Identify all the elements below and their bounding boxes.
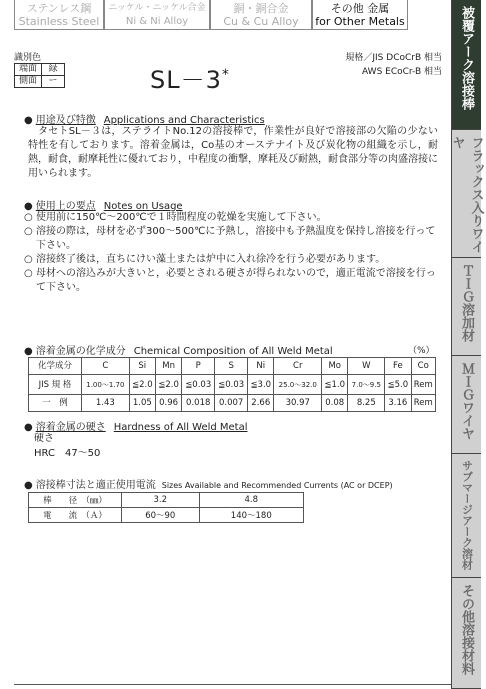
column-header: S — [215, 358, 248, 375]
sidebar-item-other-materials[interactable] — [451, 578, 481, 689]
section-title-jp: 溶接棒寸法と適正使用電流 — [35, 480, 156, 491]
sidebar-item-flux-cored-wire[interactable] — [449, 130, 484, 258]
section-title-en: Sizes Available and Recommended Currents (AC or DCEP) — [161, 481, 393, 490]
column-header: P — [182, 358, 215, 375]
table-cell: ≦2.0 — [129, 375, 155, 395]
ident-color-table — [14, 63, 65, 88]
table-cell: 1.43 — [82, 395, 130, 412]
standard-aws: AWS ECoCr-B 相当 — [362, 67, 442, 77]
row-header: 一 例 — [29, 395, 82, 412]
chemical-table — [28, 357, 436, 412]
table-cell: 3.2 — [122, 493, 200, 508]
note-text: 使用前に150℃～200℃で１時間程度の乾燥を実施して下さい。 — [36, 212, 327, 223]
section-title-en: Applications and Characteristics — [103, 115, 265, 126]
tab-other-metals[interactable] — [312, 0, 408, 30]
table-cell: 7.0～9.5 — [348, 375, 385, 395]
tab-ni-alloy[interactable] — [104, 0, 210, 30]
notes-title — [24, 197, 183, 212]
chemical-title — [24, 342, 333, 357]
table-cell: ≦0.03 — [215, 375, 248, 395]
list-item — [24, 225, 440, 253]
table-cell: 140～180 — [199, 508, 303, 523]
applications-text: タセトSL－３は，ステライトNo.12の溶接棒で，作業性が良好で溶接部の欠陥の少ない特性を有しております。溶着金属は，Co基のオーステナイト及び炭化物の組織を示し，耐熱，耐食，耐摩耗性に優れており，中程度の衝撃，摩耗及び耐熱，耐食部分等の肉盛溶接に用いられます。 — [28, 126, 438, 179]
ident-value: ー — [42, 76, 65, 88]
table-cell: Rem — [411, 375, 436, 395]
circle-marker: ○ — [24, 268, 33, 279]
sidebar-item-covered-electrode[interactable] — [451, 0, 481, 130]
table-cell: 0.018 — [182, 395, 215, 412]
unit-label: （%） — [408, 346, 435, 356]
circle-marker: ○ — [24, 212, 33, 223]
note-text: 母材への溶込みが大きいと，必要とされる硬さが得られないので，適正電流で溶接を行って下さい。 — [36, 268, 436, 293]
row-header: 棒 径 （㎜） — [29, 493, 122, 508]
sidebar-item-tig-filler[interactable] — [451, 258, 481, 356]
sidebar-item-label: その他溶接材料 — [459, 584, 474, 675]
list-item — [24, 253, 440, 267]
column-header: Mn — [155, 358, 181, 375]
list-item — [24, 267, 440, 295]
table-row — [29, 493, 304, 508]
product-name — [150, 60, 230, 95]
sidebar-item-label: フラックス入りワイヤ — [449, 136, 484, 253]
sizes-title — [24, 476, 393, 491]
column-header: Ni — [248, 358, 274, 375]
row-header: 電 流 （Ａ） — [29, 508, 122, 523]
table-cell: ≦1.0 — [322, 375, 348, 395]
table-row — [15, 64, 65, 76]
ident-color-label: 識別色 — [14, 53, 42, 63]
sidebar — [449, 0, 484, 689]
bullet: ● — [24, 480, 33, 491]
bullet: ● — [24, 201, 33, 212]
column-header: W — [348, 358, 385, 375]
table-cell: ≦3.0 — [248, 375, 274, 395]
table-cell: ≦0.03 — [182, 375, 215, 395]
table-row — [29, 395, 436, 412]
sidebar-item-submerged-arc[interactable] — [451, 454, 481, 578]
table-cell: 3.16 — [385, 395, 411, 412]
product-name-text: SL－3 — [150, 66, 222, 94]
bullet: ● — [24, 115, 33, 126]
column-header: Co — [411, 358, 436, 375]
standard-jis: 規格／JIS DCoCrB 相当 — [345, 53, 442, 63]
circle-marker: ○ — [24, 226, 33, 237]
bullet: ● — [24, 346, 33, 357]
table-cell: 25.0～32.0 — [274, 375, 322, 395]
bullet: ● — [24, 422, 33, 433]
table-cell: 60～90 — [122, 508, 200, 523]
tab-label-en: Stainless Steel — [18, 15, 100, 28]
section-title-jp: 溶着金属の硬さ — [35, 422, 106, 433]
section-title-jp: 使用上の要点 — [35, 201, 96, 212]
ident-key: 側面 — [15, 76, 42, 88]
tab-stainless-steel[interactable] — [14, 0, 104, 30]
sidebar-item-mig-wire[interactable] — [451, 356, 481, 454]
note-text: 溶接の際は，母材を必ず300～500℃に予熱し，溶接中も予熱温度を保持し溶接を行って下さい。 — [36, 226, 436, 251]
hardness-title — [24, 418, 248, 433]
table-cell: ≦2.0 — [155, 375, 181, 395]
hardness-label: 硬さ — [34, 433, 54, 444]
table-cell: 4.8 — [199, 493, 303, 508]
bottom-divider — [14, 684, 451, 685]
section-title-en: Hardness of All Weld Metal — [113, 422, 248, 433]
column-header: Cr — [274, 358, 322, 375]
notes-list — [24, 211, 440, 295]
table-cell: Rem — [411, 395, 436, 412]
standards — [300, 51, 442, 79]
table-cell: ≦5.0 — [385, 375, 411, 395]
tab-label-jp: ステンレス鋼 — [26, 2, 92, 15]
table-row — [29, 375, 436, 395]
product-mark: * — [221, 67, 230, 83]
column-header: Mo — [322, 358, 348, 375]
table-cell: 2.66 — [248, 395, 274, 412]
sizes-table — [28, 492, 304, 523]
tab-cu-alloy[interactable] — [210, 0, 312, 30]
tab-label-en: Cu & Cu Alloy — [223, 15, 299, 28]
table-cell: 30.97 — [274, 395, 322, 412]
column-header: C — [82, 358, 130, 375]
table-row — [29, 508, 304, 523]
table-row — [15, 76, 65, 88]
sidebar-item-label: ＭＩＧワイヤ — [459, 362, 474, 440]
section-title-en: Chemical Composition of All Weld Metal — [133, 346, 333, 357]
table-cell: 0.08 — [322, 395, 348, 412]
tab-label-jp: ニッケル・ニッケル合金 — [108, 3, 206, 13]
circle-marker: ○ — [24, 254, 33, 265]
ident-key: 端面 — [15, 64, 42, 76]
tab-label-jp: 銅・銅合金 — [233, 2, 289, 15]
note-text: 溶接終了後は，直ちにけい藻土または炉中に入れ徐冷を行う必要があります。 — [36, 254, 386, 265]
table-cell: 1.00～1.70 — [82, 375, 130, 395]
table-cell: 0.96 — [155, 395, 181, 412]
column-header: Si — [129, 358, 155, 375]
column-header: 化学成分 — [29, 358, 82, 375]
table-cell: 1.05 — [129, 395, 155, 412]
column-header: Fe — [385, 358, 411, 375]
section-title-jp: 溶着金属の化学成分 — [35, 346, 126, 357]
sidebar-item-label: ＴＩＧ溶加材 — [459, 264, 474, 342]
sidebar-item-label: 被覆アーク溶接棒 — [459, 6, 474, 110]
row-header: JIS 規 格 — [29, 375, 82, 395]
ident-value: 緑 — [42, 64, 65, 76]
tab-label-en: for Other Metals — [315, 15, 405, 28]
table-cell: 8.25 — [348, 395, 385, 412]
table-row — [29, 358, 436, 375]
tab-label-en: Ni & Ni Alloy — [125, 16, 189, 27]
sidebar-item-label: サブマージアーク溶材 — [460, 460, 474, 570]
section-title-en: Notes on Usage — [103, 201, 183, 212]
section-title-jp: 用途及び特徴 — [35, 115, 96, 126]
table-cell: 0.007 — [215, 395, 248, 412]
tab-label-jp: その他 金属 — [330, 2, 390, 15]
hardness-value: HRC 47～50 — [34, 448, 101, 459]
applications-title — [24, 111, 265, 126]
list-item — [24, 211, 440, 225]
